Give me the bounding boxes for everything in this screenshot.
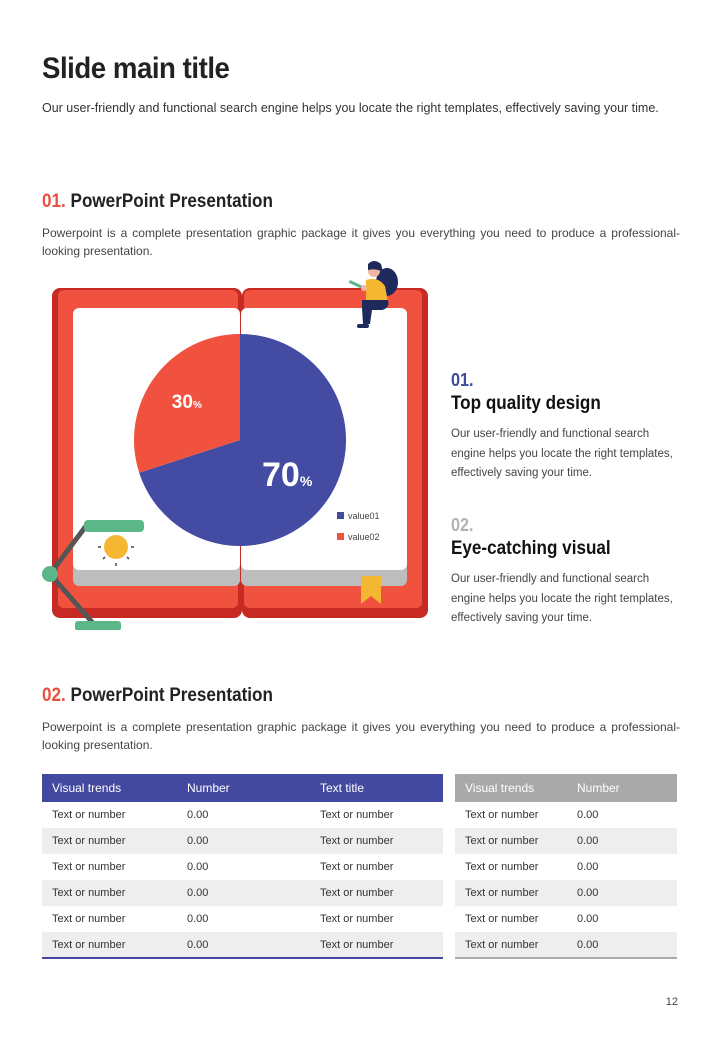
table-row <box>42 828 443 854</box>
table-header-row <box>455 774 677 802</box>
table-cell: 0.00 <box>577 809 599 821</box>
pie-chart <box>134 334 346 546</box>
legend-label-value02: value02 <box>348 532 380 542</box>
table-cell: Text or number <box>310 828 443 854</box>
table-cell: Text or number <box>42 880 177 906</box>
table-cell: Text or number <box>320 913 394 925</box>
section2-heading <box>42 685 273 707</box>
table-row <box>42 854 443 880</box>
section2-number: 02. <box>42 685 66 706</box>
table-cell: Text or number <box>52 913 126 925</box>
table-grey <box>455 774 677 959</box>
section1-title: PowerPoint Presentation <box>70 191 273 212</box>
section1-heading <box>42 191 273 213</box>
table-cell: Text or number <box>455 932 567 958</box>
feature-2-number: 02. <box>451 515 474 535</box>
table-cell: Text or number <box>52 809 126 821</box>
table-cell: Text or number <box>42 932 177 958</box>
table-cell: Text or number <box>455 880 567 906</box>
table-header-row <box>42 774 443 802</box>
feature-2-title: Eye-catching visual <box>451 538 611 559</box>
table-cell: 0.00 <box>177 828 310 854</box>
table-row <box>455 906 677 932</box>
feature-1-description: Our user-friendly and functional search engine helps you locate the right templates, effectively saving your time. <box>451 428 673 479</box>
book-chart-svg <box>40 258 440 630</box>
page-title: Slide main title <box>42 52 230 85</box>
table-cell: Text or number <box>320 861 394 873</box>
table-cell: Text or number <box>42 828 177 854</box>
table-cell: Text or number <box>465 861 539 873</box>
table-row <box>42 906 443 932</box>
table-cell: Text or number <box>465 809 539 821</box>
feature-1 <box>451 370 686 484</box>
legend-swatch-value02 <box>337 533 344 540</box>
table-cell: 0.00 <box>567 880 677 906</box>
table-cell: 0.00 <box>187 861 209 873</box>
feature-1-number: 01. <box>451 370 474 390</box>
table-row <box>42 802 443 828</box>
legend-label-value01: value01 <box>348 511 380 521</box>
table-row <box>455 880 677 906</box>
section2-description: Powerpoint is a complete presentation graphic package it gives you everything you need to produce a professional-looking presentation. <box>42 720 680 752</box>
table-row <box>42 932 443 958</box>
pie-label-value02: 30% <box>171 392 202 414</box>
table-cell: Text or number <box>310 880 443 906</box>
section1-description: Powerpoint is a complete presentation graphic package it gives you everything you need to produce a professional-looking presentation. <box>42 226 680 258</box>
section2-title: PowerPoint Presentation <box>70 685 273 706</box>
feature-2 <box>451 515 686 629</box>
table-header-cell: Text title <box>310 774 443 802</box>
table-cell: 0.00 <box>177 932 310 958</box>
pie-label-value01: 70% <box>262 456 313 495</box>
table-row <box>455 802 677 828</box>
book-illustration <box>40 258 440 630</box>
table-cell: Text or number <box>455 828 567 854</box>
table-cell: Text or number <box>465 913 539 925</box>
table-row <box>42 880 443 906</box>
table-cell: 0.00 <box>577 913 599 925</box>
table-cell: 0.00 <box>177 880 310 906</box>
table-header-cell: Visual trends <box>42 774 177 802</box>
table-cell: Text or number <box>310 932 443 958</box>
table-cell: 0.00 <box>577 861 599 873</box>
feature-2-description: Our user-friendly and functional search engine helps you locate the right templates, effectively saving your time. <box>451 573 673 624</box>
table-row <box>455 854 677 880</box>
table-cell: Text or number <box>320 809 394 821</box>
table-header-cell: Visual trends <box>455 774 567 802</box>
page-number: 12 <box>665 996 678 1008</box>
table-row <box>455 932 677 958</box>
table-blue <box>42 774 443 959</box>
table-cell: Text or number <box>52 861 126 873</box>
table-header-cell: Number <box>567 774 677 802</box>
table-cell: 0.00 <box>567 828 677 854</box>
page-subtitle: Our user-friendly and functional search engine helps you locate the right templates, effectively saving your time. <box>42 101 659 115</box>
feature-1-title: Top quality design <box>451 393 601 414</box>
table-cell: 0.00 <box>187 913 209 925</box>
table-cell: 0.00 <box>187 809 209 821</box>
table-header-cell: Number <box>177 774 310 802</box>
legend-swatch-value01 <box>337 512 344 519</box>
section1-number: 01. <box>42 191 66 212</box>
table-row <box>455 828 677 854</box>
table-cell: 0.00 <box>567 932 677 958</box>
